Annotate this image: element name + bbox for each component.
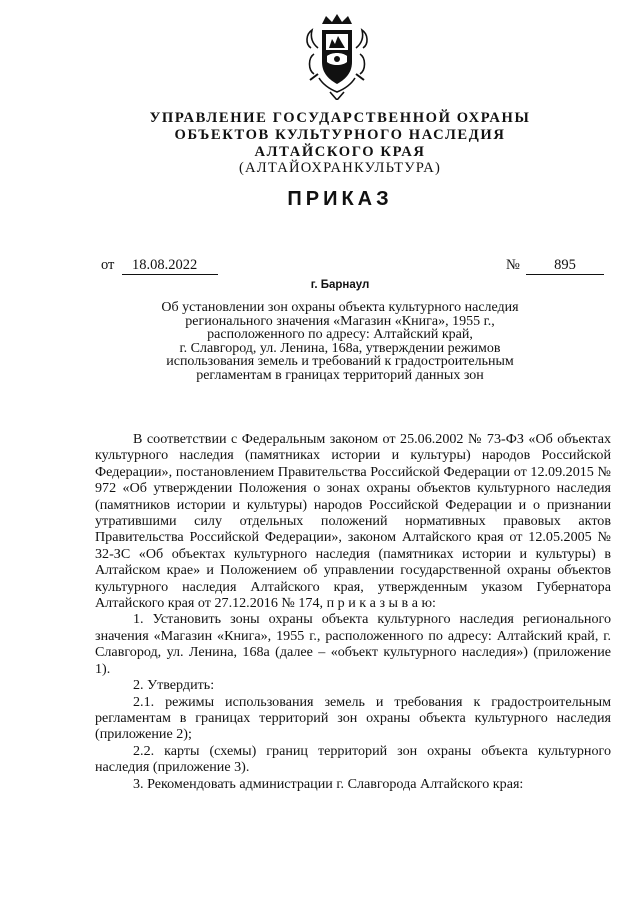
- subject-line: использования земель и требований к градостроительным: [166, 354, 514, 369]
- org-name-line-1: УПРАВЛЕНИЕ ГОСУДАРСТВЕННОЙ ОХРАНЫ: [149, 110, 531, 126]
- document-type-title: ПРИКАЗ: [287, 188, 393, 210]
- subject-line: регламентам в границах территорий данных зон: [196, 367, 484, 383]
- order-item-2-2: 2.2. карты (схемы) границ территорий зон охраны объекта культурного наследия (приложение 3).: [95, 742, 611, 776]
- org-name-line-3: АЛТАЙСКОГО КРАЯ: [254, 144, 426, 160]
- date-label: от: [101, 257, 115, 273]
- subject-line: расположенного по адресу: Алтайский край,: [207, 327, 473, 342]
- document-body: [95, 431, 611, 792]
- order-item-3: 3. Рекомендовать администрации г. Славгорода Алтайского края:: [133, 775, 524, 792]
- order-item-2-1: 2.1. режимы использования земель и требования к градостроительным регламентам в границах территорий зон охраны объекта культурного наследия (приложение 2);: [95, 693, 611, 743]
- document-subject: [150, 301, 530, 382]
- coat-of-arms-icon: [302, 14, 372, 100]
- preamble-text: В соответствии с Федеральным законом от 25.06.2002 № 73-ФЗ «Об объектах культурного наследия (памятниках истории и культуры) народов Российской Федерации», постановлением Правительства Российской Федерации от 12.09.2015 № 972 «Об утверждении Положения о зонах охраны объектов культурного наследия (памятников истории и культуры) народов Российской Федерации и о признании утратившими силу отдельных положений нормативных правовых актов Правительства Российской Федерации», законом Алтайского края от 12.05.2005 № 32-ЗС «Об объектах культурного наследия (памятниках истории и культуры) в Алтайском крае» и Положением об управлении государственной охраны объектов культурного наследия Алтайского края, утвержденным указом Губернатора Алтайского края от 27.12.2016 № 174,: [95, 431, 611, 612]
- city-name: г. Барнаул: [310, 279, 370, 291]
- subject-line: регионального значения «Магазин «Книга», 1955 г.,: [185, 313, 495, 329]
- document-number: 895: [526, 257, 604, 275]
- order-item-2: 2. Утвердить:: [133, 677, 215, 694]
- preamble-paragraph: [95, 431, 611, 611]
- order-word: п р и к а з ы в а ю:: [326, 595, 436, 612]
- document-date: 18.08.2022: [122, 257, 218, 275]
- org-name-line-2: ОБЪЕКТОВ КУЛЬТУРНОГО НАСЛЕДИЯ: [174, 127, 506, 143]
- number-label: №: [506, 257, 520, 273]
- subject-line: г. Славгород, ул. Ленина, 168а, утверждении режимов: [179, 340, 501, 356]
- subject-line: Об установлении зон охраны объекта культурного наследия: [161, 300, 519, 315]
- order-item-1: 1. Установить зоны охраны объекта культурного наследия регионального значения «Магазин «Книга», 1955 г., расположенного по адресу: Алтайский край, г. Славгород, ул. Ленина, 168а (далее – «объект культурного наследия») (приложение 1).: [95, 611, 611, 677]
- org-short-name: (АЛТАЙОХРАНКУЛЬТУРА): [238, 160, 442, 176]
